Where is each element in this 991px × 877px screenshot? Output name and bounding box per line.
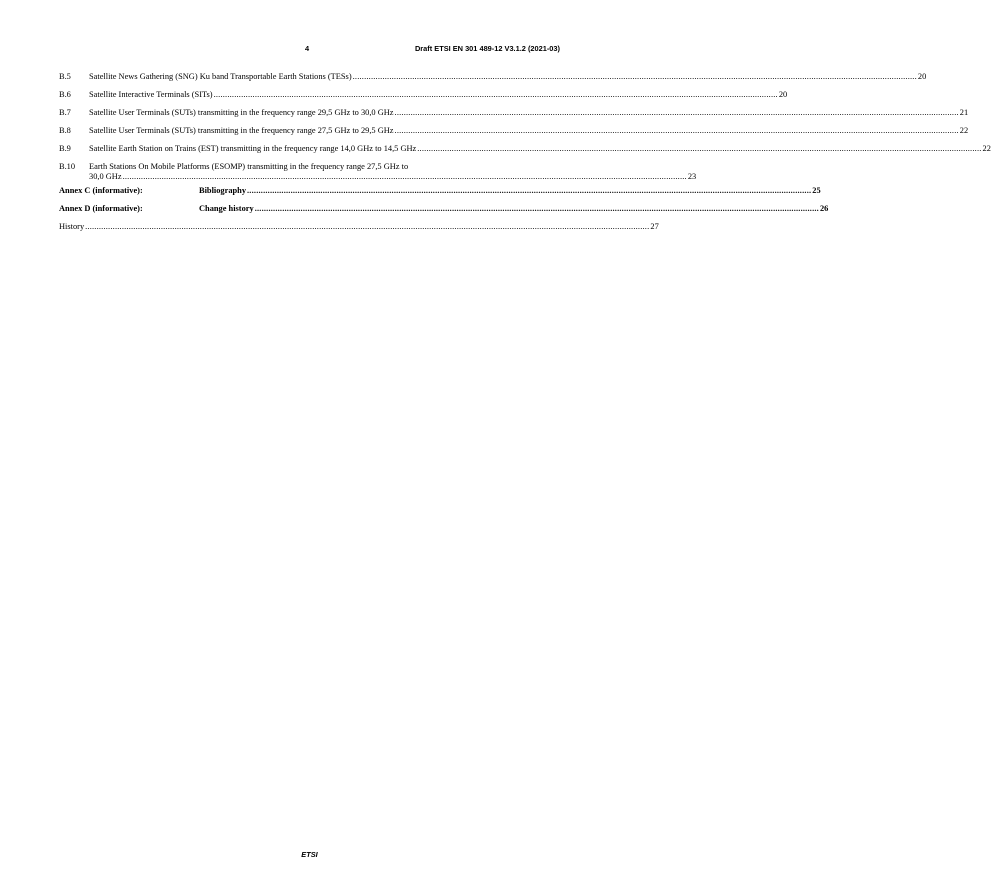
toc-leader-dots bbox=[85, 222, 649, 232]
toc-entry-title: Satellite User Terminals (SUTs) transmitting in the frequency range 29,5 GHz to 30,0 GHz bbox=[89, 108, 394, 117]
toc-entry-number: B.5 bbox=[59, 72, 71, 81]
toc-entry-title: Satellite News Gathering (SNG) Ku band Transportable Earth Stations (TESs) bbox=[89, 72, 352, 81]
toc-entry-annex-d[interactable] bbox=[59, 204, 829, 222]
toc-annex-label: Annex C (informative): bbox=[59, 186, 143, 195]
toc-entry-b7[interactable] bbox=[59, 108, 969, 126]
toc-entry-b9[interactable] bbox=[59, 144, 991, 162]
toc-leader-dots bbox=[255, 204, 819, 214]
toc-entry-number: B.10 bbox=[59, 162, 76, 171]
toc-leader-dots bbox=[214, 90, 778, 100]
toc-leader-dots bbox=[395, 126, 959, 136]
toc-entry-page: 25 bbox=[812, 186, 821, 195]
table-of-contents bbox=[59, 72, 991, 236]
toc-entry-title: History bbox=[59, 222, 85, 231]
toc-entry-history[interactable] bbox=[59, 222, 659, 236]
toc-entry-b5[interactable] bbox=[59, 72, 927, 90]
toc-annex-label: Annex D (informative): bbox=[59, 204, 143, 213]
toc-entry-b10[interactable] bbox=[59, 162, 697, 186]
toc-entry-number: B.7 bbox=[59, 108, 71, 117]
toc-entry-page: 21 bbox=[959, 108, 969, 117]
toc-entry-title: Change history bbox=[199, 204, 254, 213]
page-header bbox=[0, 44, 619, 56]
document-title: Draft ETSI EN 301 489-12 V3.1.2 (2021-03) bbox=[414, 44, 560, 53]
toc-entry-title-line1: Earth Stations On Mobile Platforms (ESOMP) transmitting in the frequency range 27,5 GHz to bbox=[89, 162, 409, 171]
toc-leader-dots bbox=[123, 172, 687, 182]
toc-leader-dots bbox=[417, 144, 981, 154]
toc-entry-b8[interactable] bbox=[59, 126, 969, 144]
toc-entry-page: 27 bbox=[650, 222, 659, 231]
toc-entry-page: 22 bbox=[959, 126, 969, 135]
toc-entry-number: B.8 bbox=[59, 126, 71, 135]
toc-entry-title: Bibliography bbox=[199, 186, 247, 195]
toc-entry-number: B.9 bbox=[59, 144, 71, 153]
toc-entry-page: 20 bbox=[917, 72, 927, 81]
toc-leader-dots bbox=[353, 72, 917, 82]
toc-entry-annex-c[interactable] bbox=[59, 186, 821, 204]
page-footer: ETSI bbox=[301, 850, 318, 859]
toc-entry-page: 22 bbox=[982, 144, 991, 153]
toc-entry-title: Satellite Earth Station on Trains (EST) transmitting in the frequency range 14,0 GHz to 14,5 GHz bbox=[89, 144, 417, 153]
toc-entry-title: Satellite User Terminals (SUTs) transmitting in the frequency range 27,5 GHz to 29,5 GHz bbox=[89, 126, 394, 135]
toc-leader-dots bbox=[247, 186, 811, 196]
toc-entry-title: Satellite Interactive Terminals (SITs) bbox=[89, 90, 213, 99]
toc-leader-dots bbox=[395, 108, 959, 118]
toc-entry-b6[interactable] bbox=[59, 90, 788, 108]
toc-entry-page: 23 bbox=[687, 172, 697, 181]
toc-entry-page: 20 bbox=[778, 90, 788, 99]
toc-entry-title-line2: 30,0 GHz bbox=[89, 172, 122, 181]
toc-entry-page: 26 bbox=[819, 204, 829, 213]
toc-entry-number: B.6 bbox=[59, 90, 71, 99]
page-number: 4 bbox=[305, 44, 310, 53]
